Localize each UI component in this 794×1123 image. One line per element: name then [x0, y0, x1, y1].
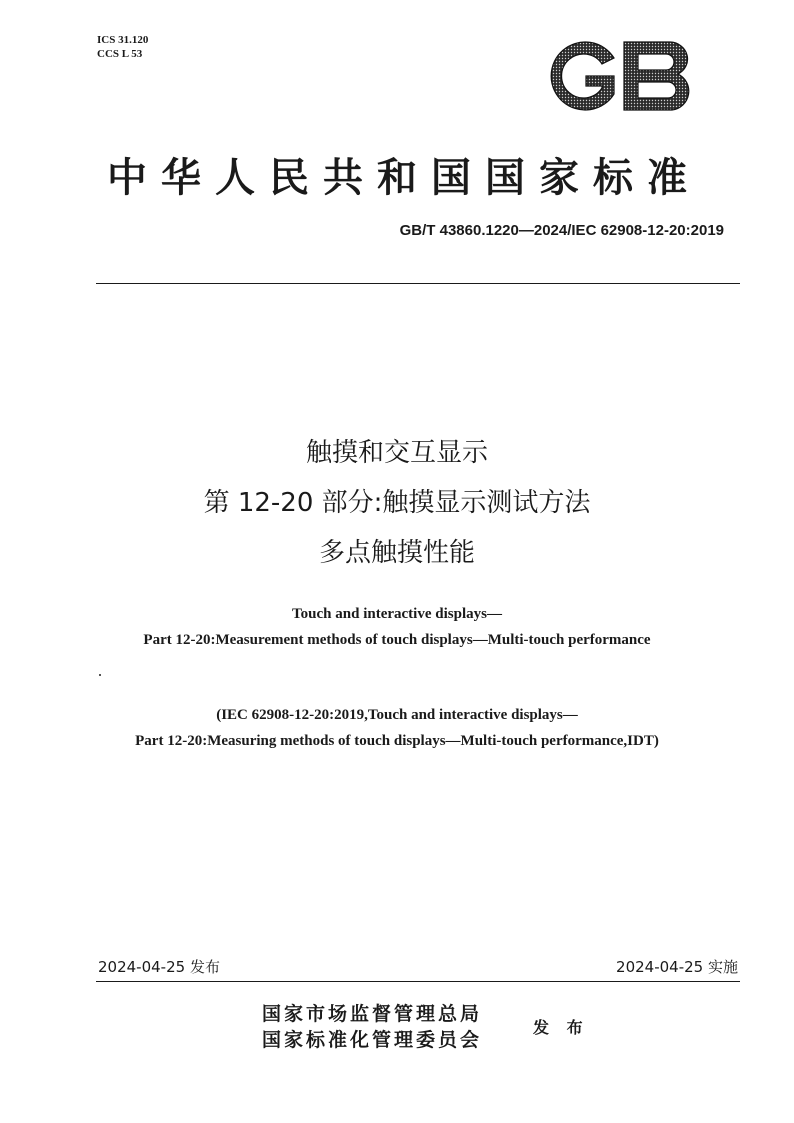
title-zh-line2: 第 12-20 部分:触摸显示测试方法: [203, 488, 591, 518]
ics-code: ICS 31.120: [97, 34, 149, 46]
iec-reference: [0, 702, 794, 754]
title-zh-line3: 多点触摸性能: [318, 538, 475, 568]
iec-reference-line1: (IEC 62908-12-20:2019,Touch and interactive displays—: [216, 707, 578, 723]
ccs-code: CCS L 53: [97, 48, 143, 60]
title-en: [0, 601, 794, 653]
issuing-organizations: [262, 1001, 482, 1053]
implementation-date: 2024-04-25 实施: [616, 958, 738, 976]
title-en-line2: Part 12-20:Measurement methods of touch displays—Multi-touch performance: [143, 632, 651, 648]
national-standard-title: 中华人民共和国国家标准: [107, 154, 701, 201]
classification-codes: [97, 33, 148, 61]
issuer-samr: 国家市场监督管理总局: [262, 1003, 483, 1025]
footer-divider: [96, 981, 740, 982]
gb-logo-icon: [540, 36, 698, 116]
header-divider: [96, 283, 740, 284]
title-zh-line1: 触摸和交互显示: [305, 438, 488, 468]
iec-reference-line2: Part 12-20:Measuring methods of touch displays—Multi-touch performance,IDT): [135, 733, 659, 749]
issue-date: 2024-04-25 发布: [98, 958, 220, 976]
issuer-sac: 国家标准化管理委员会: [262, 1029, 483, 1051]
publish-label: 发 布: [533, 1018, 589, 1037]
title-en-line1: Touch and interactive displays—: [292, 606, 502, 622]
speck: [99, 674, 101, 676]
standard-number: GB/T 43860.1220—2024/IEC 62908-12-20:2019: [399, 222, 724, 239]
